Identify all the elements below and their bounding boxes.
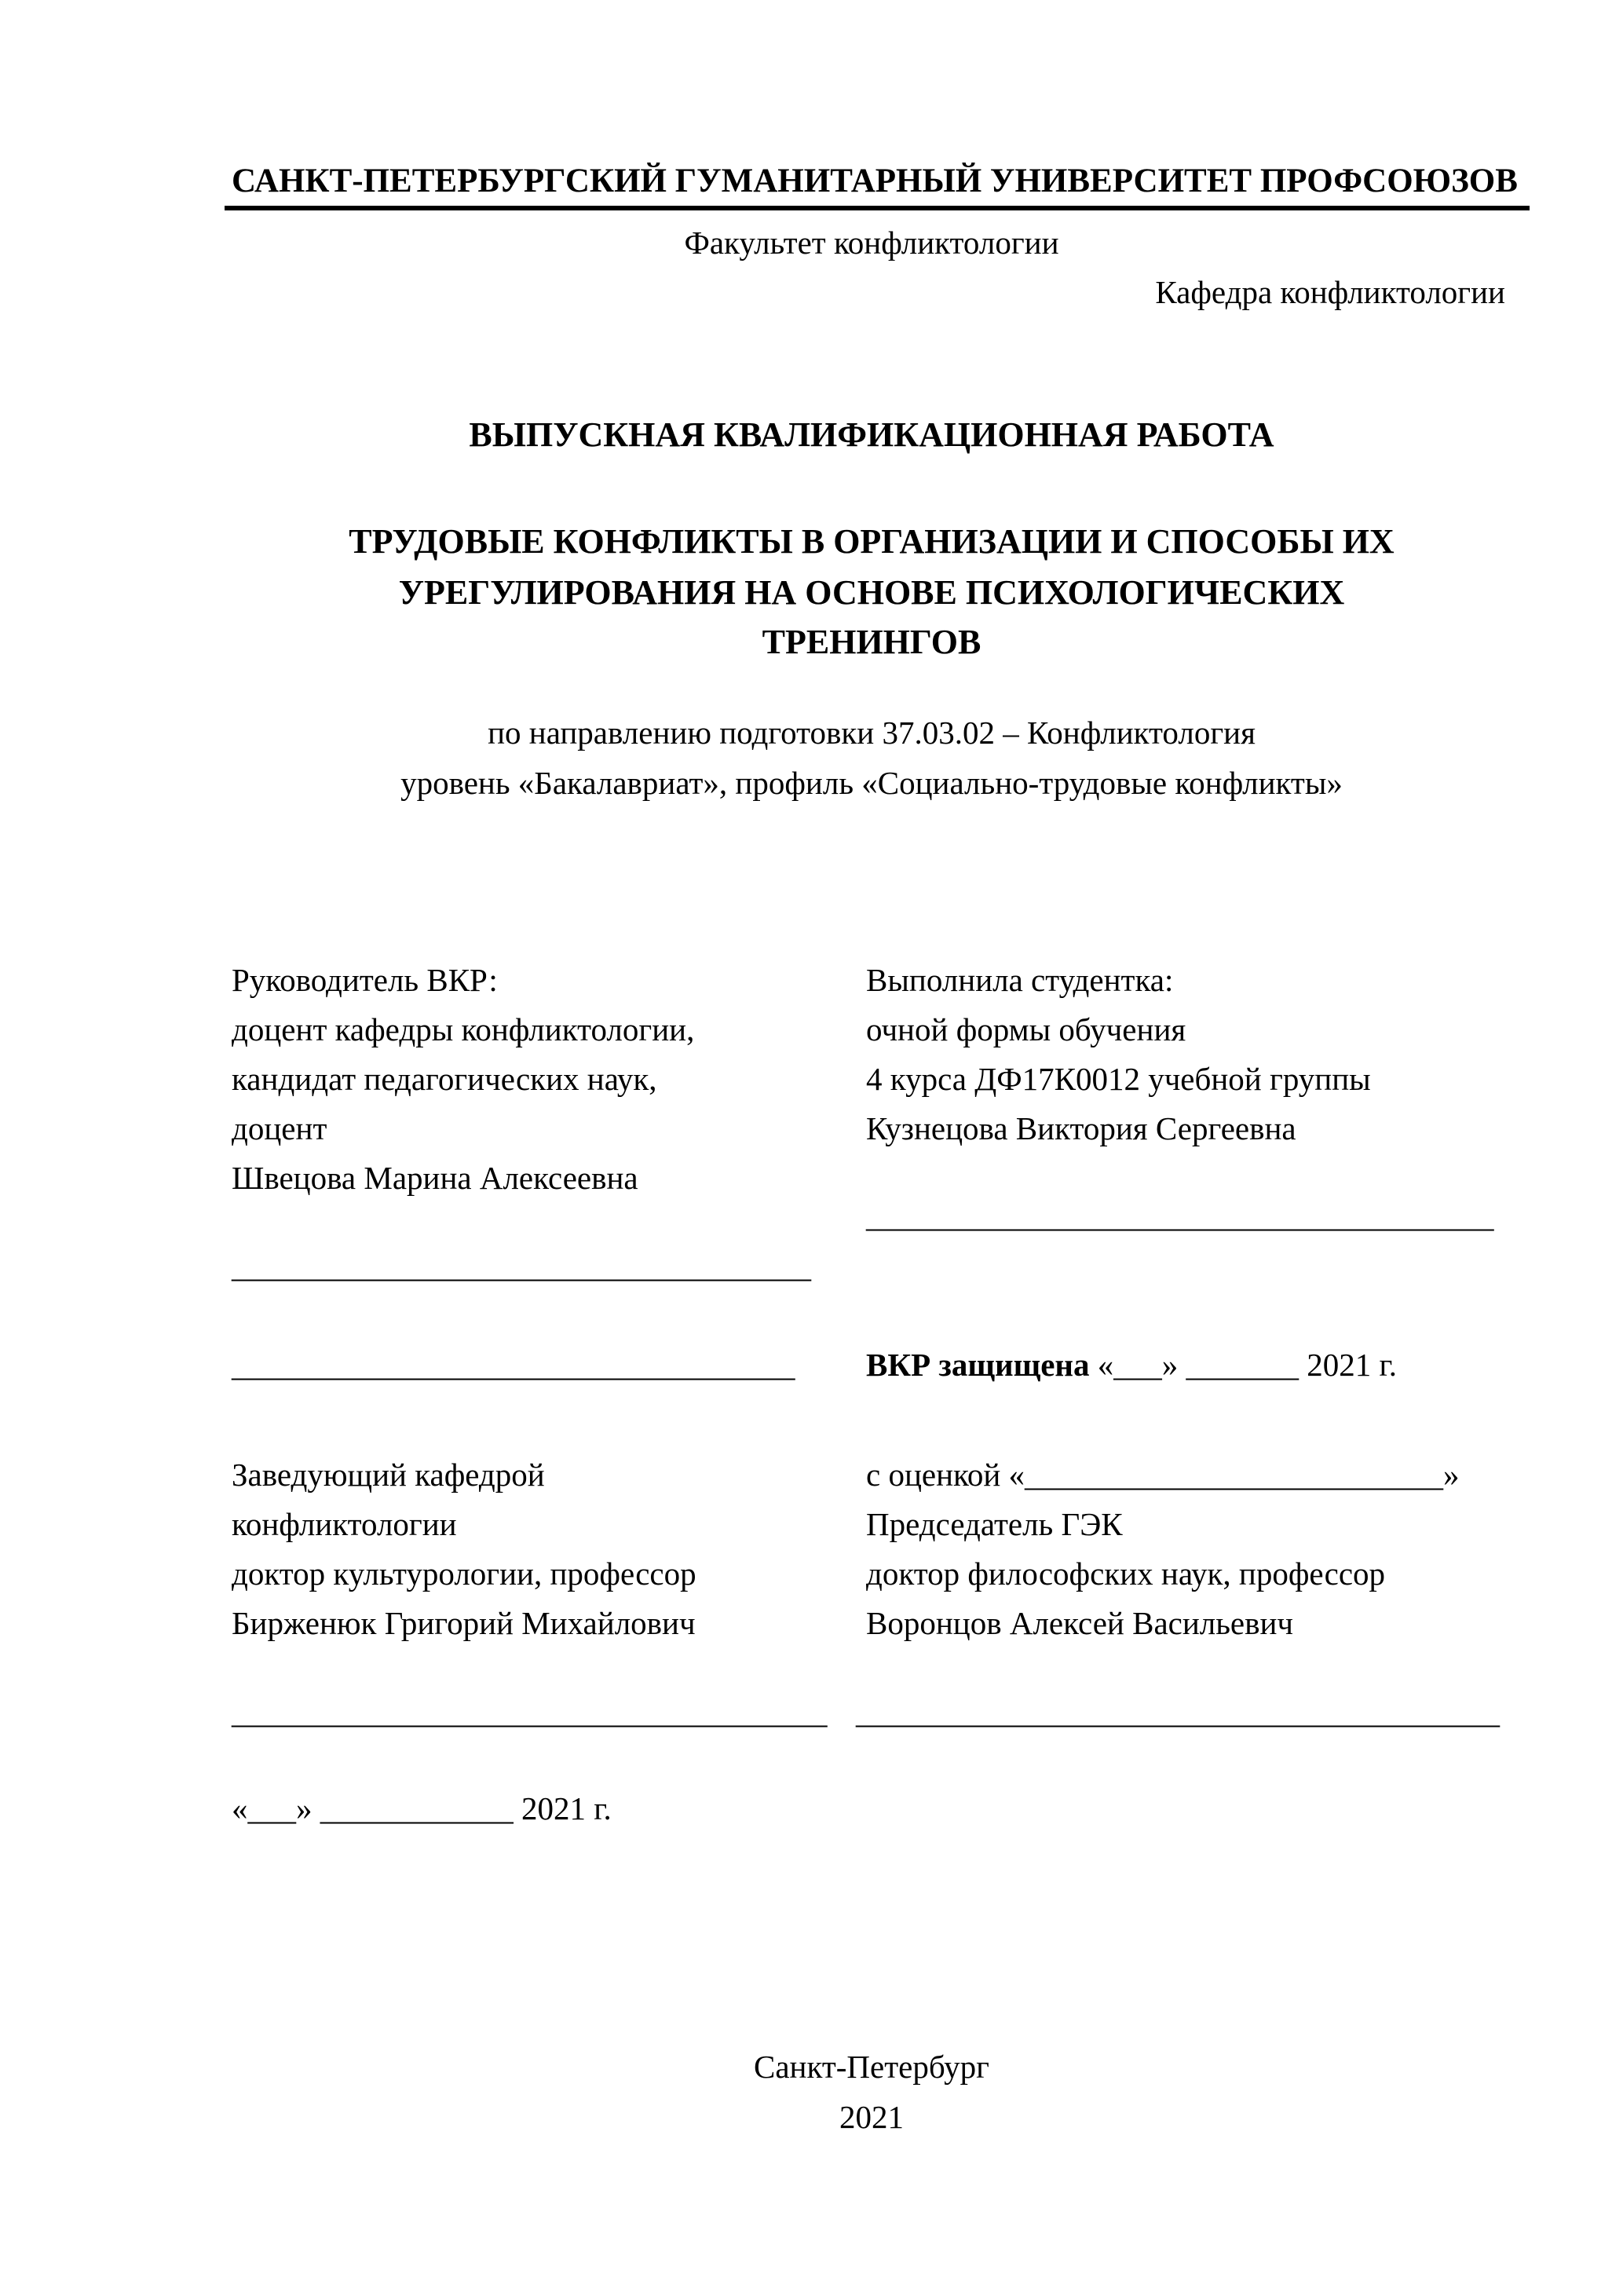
defense-date-rest: «___» _______ 2021 г. xyxy=(1089,1347,1397,1383)
date-blank-line: «___» ____________ 2021 г. xyxy=(232,1790,612,1826)
footer-year: 2021 xyxy=(839,2099,904,2135)
supervisor-signature-line-2: ___________________________________ xyxy=(232,1347,795,1383)
gek-chair-degree: доктор философских наук, профессор xyxy=(866,1556,1386,1592)
footer-city: Санкт-Петербург xyxy=(754,2049,989,2085)
supervisor-position-1: доцент кафедры конфликтологии, xyxy=(232,1011,695,1047)
university-name: САНКТ-ПЕТЕРБУРГСКИЙ ГУМАНИТАРНЫЙ УНИВЕРСИТЕТ ПРОФСОЮЗОВ xyxy=(232,163,1518,199)
student-line-2: 4 курса ДФ17К0012 учебной группы xyxy=(866,1061,1371,1097)
student-name: Кузнецова Виктория Сергеевна xyxy=(866,1110,1296,1146)
supervisor-name: Швецова Марина Алексеевна xyxy=(232,1160,638,1196)
supervisor-label: Руководитель ВКР: xyxy=(232,962,498,998)
head-name: Бирженюк Григорий Михайлович xyxy=(232,1605,696,1641)
supervisor-signature-line-1: ____________________________________ xyxy=(232,1248,811,1284)
level-profile-line: уровень «Бакалавриат», профиль «Социально-трудовые конфликты» xyxy=(400,765,1343,801)
head-degree: доктор культурологии, профессор xyxy=(232,1556,696,1592)
gek-chair-name: Воронцов Алексей Васильевич xyxy=(866,1605,1294,1641)
header-divider xyxy=(225,206,1530,210)
bottom-signature-right: ________________________________________ xyxy=(856,1694,1500,1730)
faculty-name: Факультет конфликтологии xyxy=(684,225,1059,261)
thesis-title-line-1: ТРУДОВЫЕ КОНФЛИКТЫ В ОРГАНИЗАЦИИ И СПОСОБЫ ИХ xyxy=(349,522,1395,561)
student-line-1: очной формы обучения xyxy=(866,1011,1186,1047)
supervisor-position-3: доцент xyxy=(232,1110,327,1146)
student-signature-line: _______________________________________ xyxy=(866,1197,1494,1234)
defense-date-line xyxy=(866,1349,1397,1381)
student-label: Выполнила студентка: xyxy=(866,962,1174,998)
bottom-signature-left: _____________________________________ xyxy=(232,1694,828,1730)
program-line: по направлению подготовки 37.03.02 – Конфликтология xyxy=(488,715,1256,751)
department-name: Кафедра конфликтологии xyxy=(1155,274,1505,310)
supervisor-position-2: кандидат педагогических наук, xyxy=(232,1061,657,1097)
head-label-2: конфликтологии xyxy=(232,1506,457,1542)
grade-line: с оценкой «__________________________» xyxy=(866,1457,1460,1493)
head-label-1: Заведующий кафедрой xyxy=(232,1457,545,1493)
gek-chair-label: Председатель ГЭК xyxy=(866,1506,1123,1542)
thesis-title-line-3: ТРЕНИНГОВ xyxy=(762,623,981,661)
defense-date-bold: ВКР защищена xyxy=(866,1347,1090,1383)
thesis-title-line-2: УРЕГУЛИРОВАНИЯ НА ОСНОВЕ ПСИХОЛОГИЧЕСКИХ xyxy=(398,573,1345,612)
work-type-heading: ВЫПУСКНАЯ КВАЛИФИКАЦИОННАЯ РАБОТА xyxy=(469,415,1274,454)
